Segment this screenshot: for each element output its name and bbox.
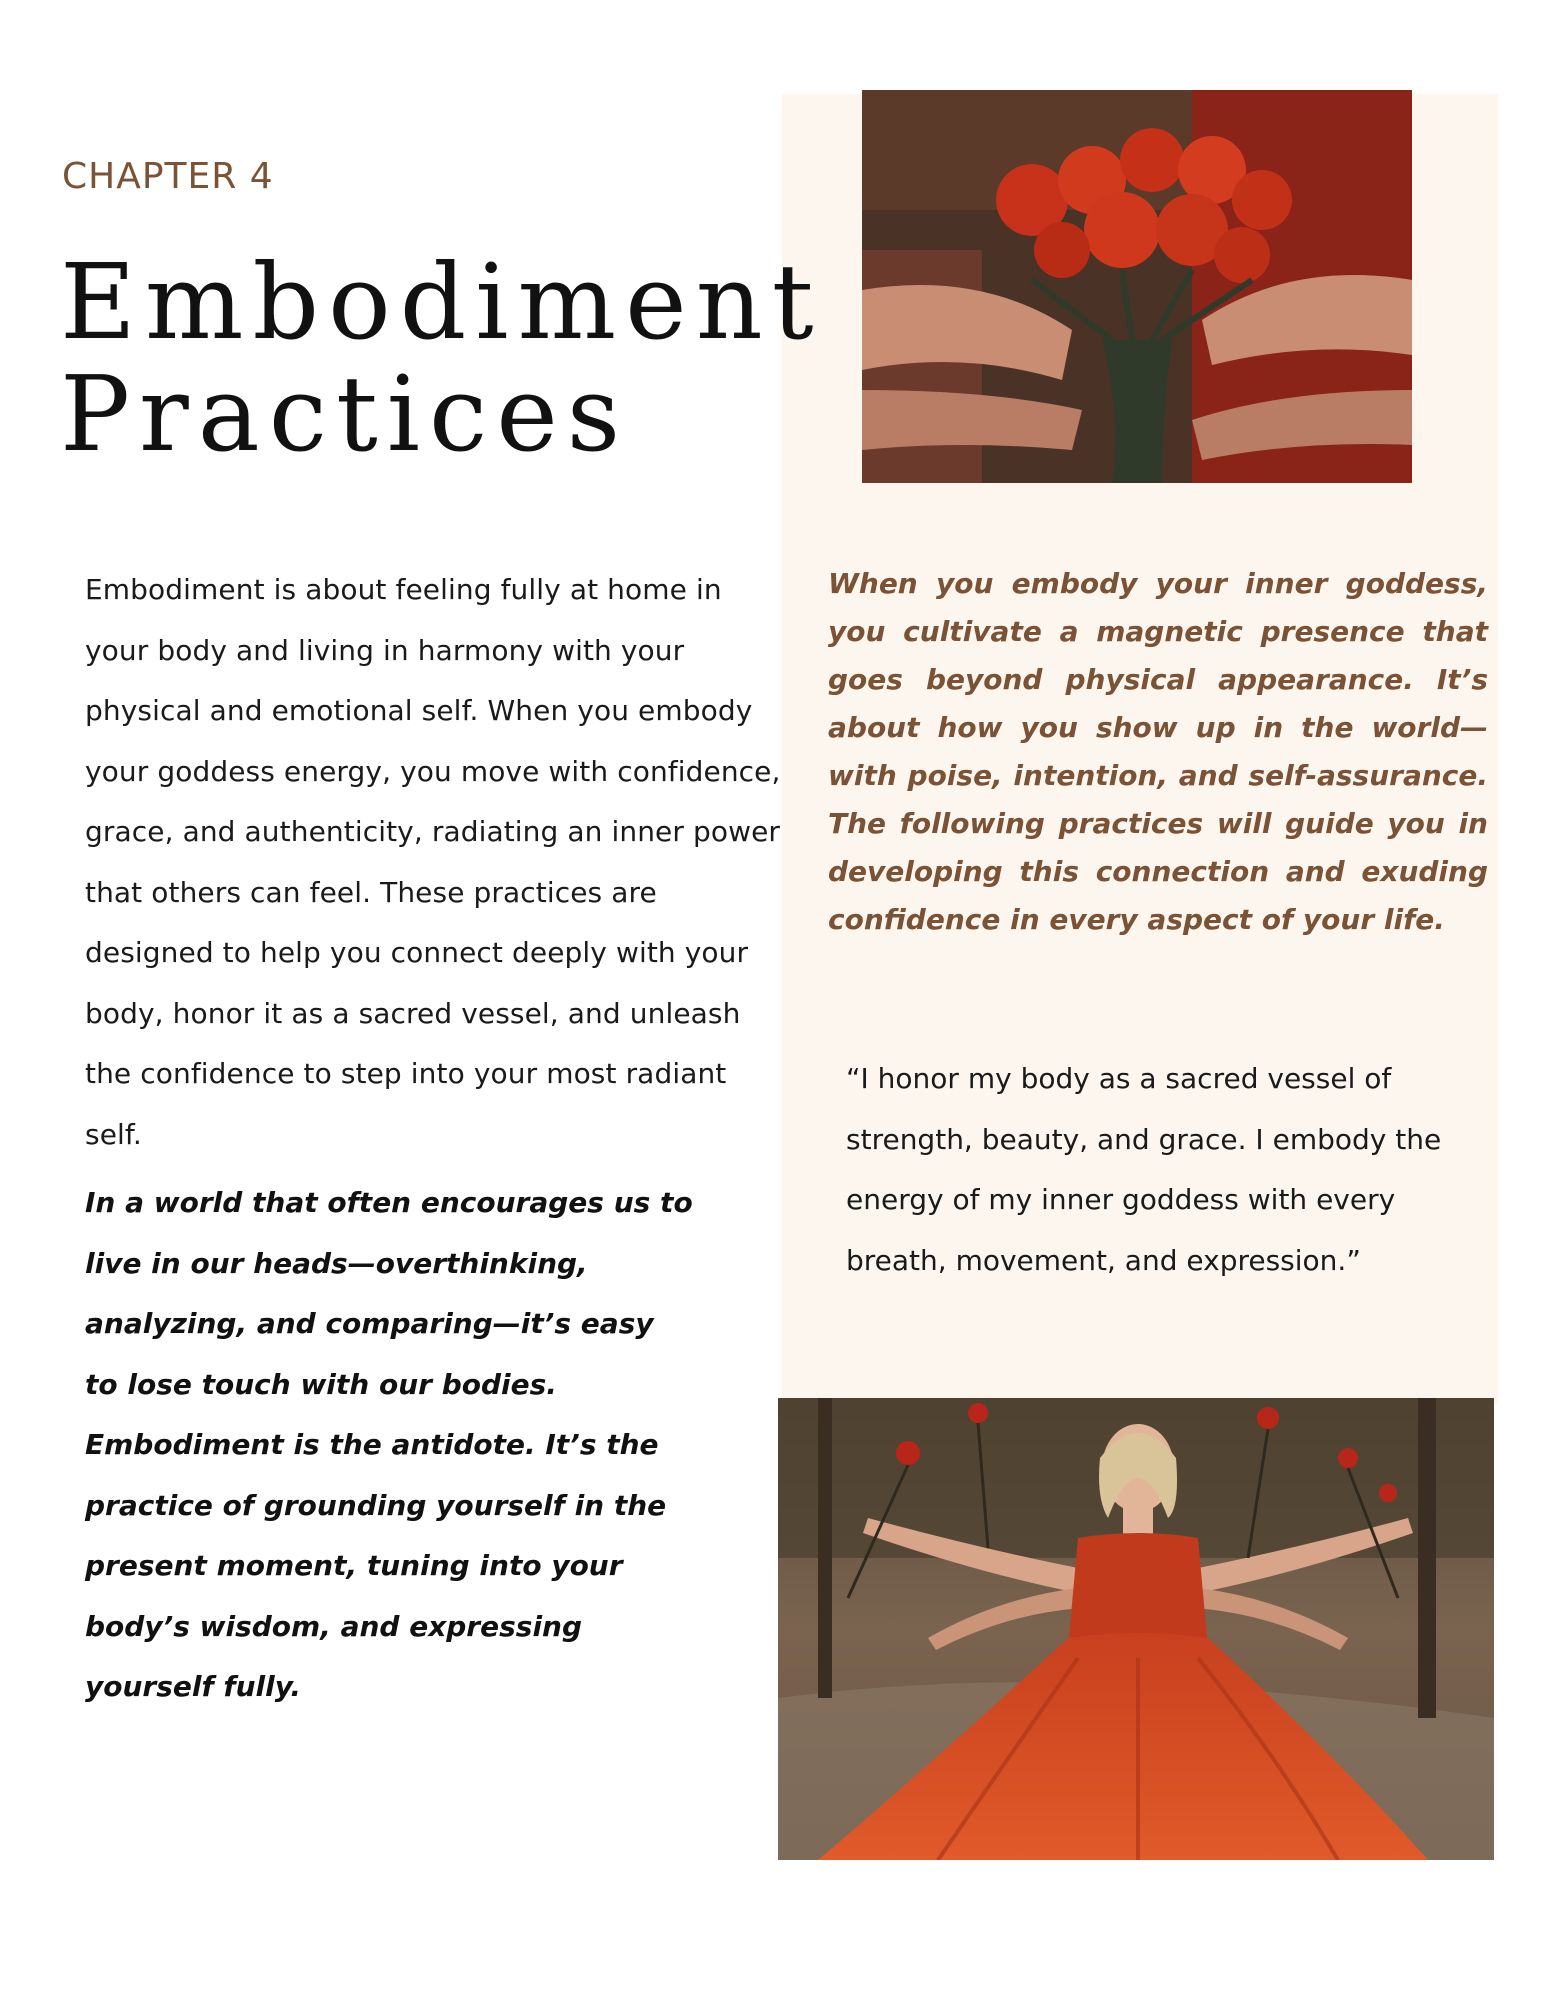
- goddess-dress-photo-illustration: [778, 1398, 1494, 1860]
- body-paragraph-1: Embodiment is about feeling fully at home in your body and living in harmony with your physical and emotional self. When you embody your goddess energy, you move with confidence, grace, and authenticity, radiating an inner power that others can feel. These practices are designed to help you connect deeply with your body, honor it as a sacred vessel, and unleash the confidence to step into your most radiant self.: [85, 573, 781, 1151]
- goddess-dress-photo: [778, 1398, 1494, 1860]
- affirmation-quote: “I honor my body as a sacred vessel of strength, beauty, and grace. I embody the energy of my inner goddess with every breath, movement, and expression.”: [846, 1062, 1442, 1277]
- chapter-label: CHAPTER 4: [62, 156, 274, 197]
- title-line-1: Embodiment: [60, 241, 823, 363]
- roses-photo: [862, 90, 1412, 483]
- sidebar-intro: When you embody your inner goddess, you cultivate a magnetic presence that goes beyond physical appearance. It’s about how you show up in the world—with poise, intention, and self-assurance. The following practices will guide you in developing this connection and exuding confidence in every aspect of your life.: [828, 567, 1488, 936]
- page-title: [60, 241, 823, 475]
- body-paragraph-2: In a world that often encourages us to live in our heads—overthinking, analyzing, and comparing—it’s easy to lose touch with our bodies. Embodiment is the antidote. It’s the practice of grounding yourself in the present moment, tuning into your body’s wisdom, and expressing yourself fully.: [85, 1186, 693, 1703]
- title-line-2: Practices: [60, 353, 630, 475]
- roses-photo-illustration: [862, 90, 1412, 483]
